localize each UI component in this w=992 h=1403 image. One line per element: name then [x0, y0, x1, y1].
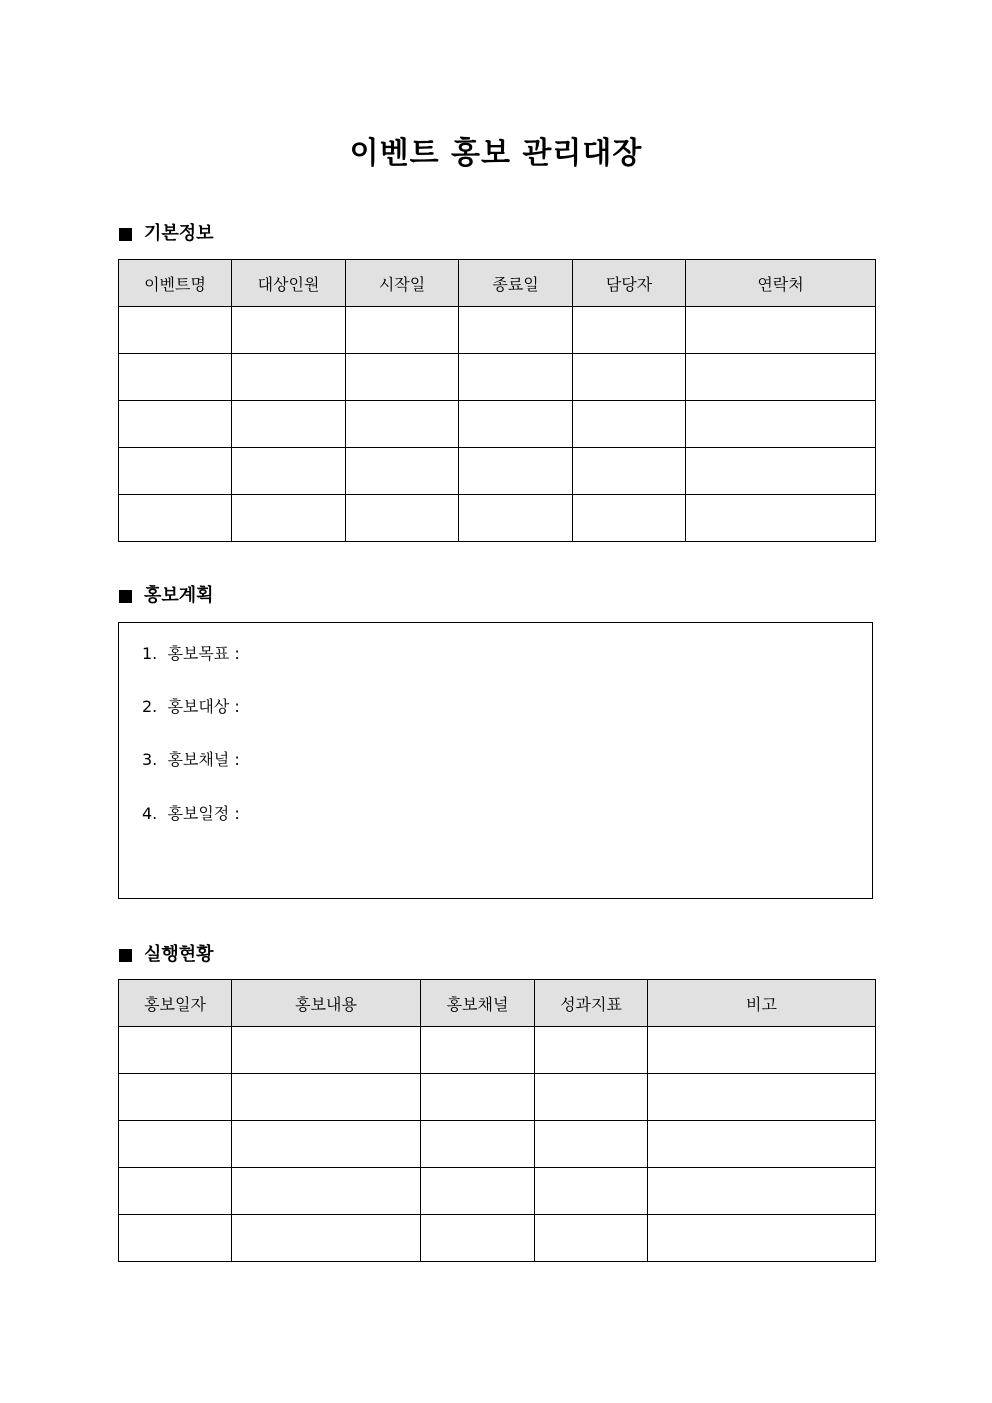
table-header-row [119, 980, 876, 1027]
table-cell[interactable] [535, 1121, 648, 1168]
column-header: 대상인원 [232, 260, 346, 307]
table-cell[interactable] [119, 1168, 232, 1215]
square-bullet-icon [119, 590, 132, 603]
page-title: 이벤트 홍보 관리대장 [349, 136, 643, 171]
plan-box [118, 622, 873, 899]
table-row [119, 1027, 876, 1074]
table-cell[interactable] [459, 354, 573, 401]
table-cell[interactable] [421, 1121, 535, 1168]
table-cell[interactable] [648, 1074, 876, 1121]
column-header: 성과지표 [535, 980, 648, 1027]
table-cell[interactable] [346, 495, 459, 542]
table-cell[interactable] [535, 1168, 648, 1215]
table-cell[interactable] [232, 1215, 421, 1262]
table-cell[interactable] [573, 495, 686, 542]
table-cell[interactable] [459, 401, 573, 448]
table-cell[interactable] [119, 354, 232, 401]
column-header: 종료일 [459, 260, 573, 307]
table-header-row [119, 260, 876, 307]
table-cell[interactable] [421, 1168, 535, 1215]
table-cell[interactable] [232, 1027, 421, 1074]
table-cell[interactable] [346, 448, 459, 495]
table-cell[interactable] [346, 307, 459, 354]
table-cell[interactable] [232, 1168, 421, 1215]
table-row [119, 401, 876, 448]
table-cell[interactable] [573, 307, 686, 354]
table-cell[interactable] [686, 307, 876, 354]
table-cell[interactable] [119, 1121, 232, 1168]
table-cell[interactable] [459, 448, 573, 495]
table-cell[interactable] [232, 354, 346, 401]
table-row [119, 354, 876, 401]
section-heading-label: 실행현황 [144, 944, 214, 965]
table-cell[interactable] [346, 354, 459, 401]
table-row [119, 1168, 876, 1215]
table-cell[interactable] [686, 401, 876, 448]
section-heading-status [119, 943, 214, 967]
table-cell[interactable] [232, 401, 346, 448]
table-cell[interactable] [573, 401, 686, 448]
column-header: 시작일 [346, 260, 459, 307]
table-cell[interactable] [119, 448, 232, 495]
table-cell[interactable] [573, 354, 686, 401]
table-row [119, 307, 876, 354]
basic-info-table [118, 259, 876, 542]
table-cell[interactable] [421, 1027, 535, 1074]
table-cell[interactable] [119, 401, 232, 448]
table-cell[interactable] [686, 448, 876, 495]
table-cell[interactable] [119, 1027, 232, 1074]
column-header: 홍보일자 [119, 980, 232, 1027]
table-cell[interactable] [648, 1215, 876, 1262]
table-cell[interactable] [119, 307, 232, 354]
table-cell[interactable] [686, 354, 876, 401]
section-heading-basic [119, 222, 214, 246]
plan-item-channel[interactable]: 3. 홍보채널 : [142, 750, 240, 769]
table-row [119, 1121, 876, 1168]
square-bullet-icon [119, 949, 132, 962]
table-row [119, 448, 876, 495]
execution-status-table [118, 979, 876, 1262]
table-cell[interactable] [459, 495, 573, 542]
column-header: 홍보내용 [232, 980, 421, 1027]
table-cell[interactable] [232, 1074, 421, 1121]
column-header: 이벤트명 [119, 260, 232, 307]
table-cell[interactable] [346, 401, 459, 448]
column-header: 홍보채널 [421, 980, 535, 1027]
table-cell[interactable] [421, 1074, 535, 1121]
column-header: 비고 [648, 980, 876, 1027]
table-cell[interactable] [648, 1027, 876, 1074]
table-cell[interactable] [232, 307, 346, 354]
table-cell[interactable] [535, 1074, 648, 1121]
square-bullet-icon [119, 228, 132, 241]
table-cell[interactable] [232, 1121, 421, 1168]
table-cell[interactable] [648, 1121, 876, 1168]
table-cell[interactable] [232, 448, 346, 495]
table-cell[interactable] [119, 1074, 232, 1121]
table-cell[interactable] [686, 495, 876, 542]
table-cell[interactable] [421, 1215, 535, 1262]
table-cell[interactable] [573, 448, 686, 495]
table-cell[interactable] [459, 307, 573, 354]
section-heading-label: 기본정보 [144, 223, 214, 244]
section-heading-plan [119, 584, 214, 608]
plan-item-schedule[interactable]: 4. 홍보일정 : [142, 804, 240, 823]
table-cell[interactable] [119, 495, 232, 542]
column-header: 연락처 [686, 260, 876, 307]
table-row [119, 495, 876, 542]
table-cell[interactable] [648, 1168, 876, 1215]
plan-item-goal[interactable]: 1. 홍보목표 : [142, 644, 240, 663]
table-row [119, 1215, 876, 1262]
table-cell[interactable] [232, 495, 346, 542]
table-cell[interactable] [535, 1215, 648, 1262]
column-header: 담당자 [573, 260, 686, 307]
table-row [119, 1074, 876, 1121]
plan-item-target[interactable]: 2. 홍보대상 : [142, 697, 240, 716]
table-cell[interactable] [119, 1215, 232, 1262]
table-cell[interactable] [535, 1027, 648, 1074]
section-heading-label: 홍보계획 [144, 585, 214, 606]
